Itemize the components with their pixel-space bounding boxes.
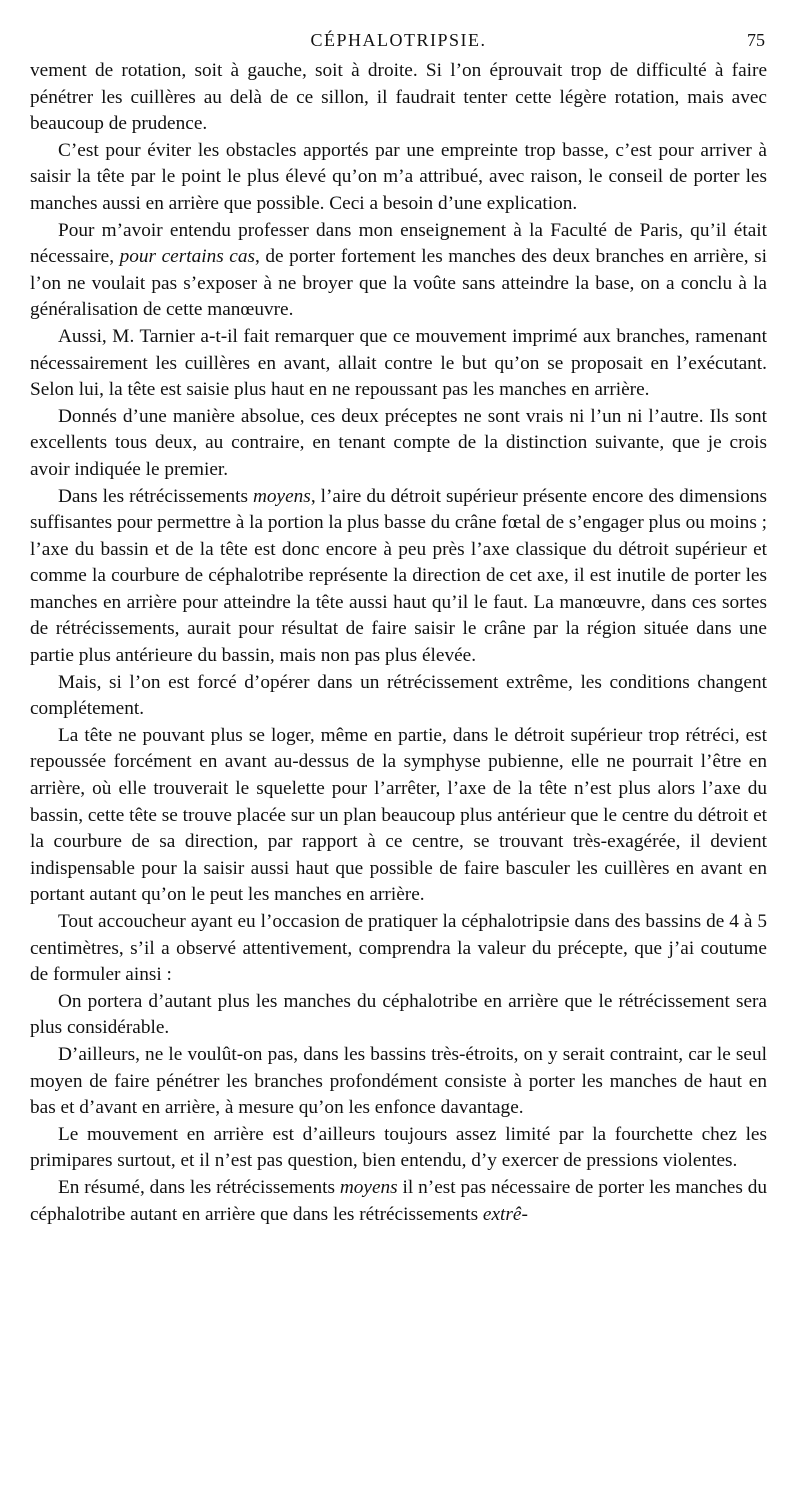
paragraph [30, 989, 767, 1042]
body-text [30, 58, 767, 1228]
text-run: La tête ne pouvant plus se loger, même en partie, dans le détroit supérieur trop rétréci, est repoussée forcément en avant au-dessus de la symphyse pubienne, elle ne pourrait l’être en arrière, où elle trouverait le squelette pour l’arrêter, l’axe de la tête n’est plus alors l’axe du bassin, cette tête se trouve placée sur un plan beaucoup plus antérieur que le centre du détroit et la courbure de sa direction, par rapport à ce centre, se trouvant très-exagérée, il devient indispensable pour la saisir aussi haut que possible de faire basculer les cuillères en avant en portant autant qu’on le peut les manches en arrière. [30, 724, 767, 906]
paragraph [30, 1042, 767, 1122]
text-run: Le mouvement en arrière est d’ailleurs toujours assez limité par la fourchette chez les primipares surtout, et il n’est pas question, bien entendu, d’y exercer de pressions violentes. [30, 1123, 767, 1172]
paragraph [30, 484, 767, 670]
page-header [30, 28, 767, 58]
paragraph [30, 909, 767, 989]
text-run: C’est pour éviter les obstacles apportés par une empreinte trop basse, c’est pour arriver à saisir la tête par le point le plus élevé qu’on m’a attribué, avec raison, le conseil de porter les manches aussi en arrière que possible. Ceci a besoin d’une explication. [30, 139, 767, 214]
text-run: Pour m’avoir entendu professer dans mon enseignement à la Faculté de Paris, qu’il était nécessaire, [30, 219, 767, 268]
italic-text: moyens [252, 485, 311, 507]
paragraph [30, 670, 767, 723]
text-run: D’ailleurs, ne le voulût-on pas, dans les bassins très-étroits, on y serait contraint, car le seul moyen de faire pénétrer les branches profondément consiste à porter les manches de haut en bas et d’avant en arrière, à mesure qu’on les enfonce davantage. [30, 1043, 767, 1119]
book-page [30, 28, 767, 1228]
text-run: , de porter fortement les manches des deux branches en arrière, si l’on ne voulait pas s’exposer à ne broyer que la voûte sans atteindre la base, on a conclu à la généralisation de cette manœuvre. [30, 246, 768, 321]
paragraph [30, 404, 767, 484]
text-run: , l’aire du détroit supérieur présente encore des dimensions suffisantes pour permettre à la portion la plus basse du crâne fœtal de s’engager plus ou moins ; l’axe du bassin et de la tête est donc encore à peu près l’axe classique du détroit supérieur et comme la courbure de céphalotribe représente la direction de cet axe, il est inutile de porter les manches en arrière pour atteindre la tête aussi haut qu’il le faut. La manœuvre, dans ces sortes de rétrécissements, aurait pour résultat de faire saisir le crâne par la région située dans une partie plus antérieure du bassin, mais non pas plus élevée. [30, 485, 768, 667]
running-title: CÉPHALOTRIPSIE. [310, 30, 487, 50]
text-run: On portera d’autant plus les manches du céphalotribe en arrière que le rétrécissement sera plus considérable. [30, 990, 767, 1039]
italic-text: pour certains cas [119, 246, 255, 268]
paragraph [30, 218, 767, 324]
italic-text: extrê- [482, 1203, 528, 1225]
text-run: il n’est pas nécessaire de porter les manches du céphalotribe autant en arrière que dans les rétrécissements [30, 1176, 767, 1225]
text-run: Aussi, M. Tarnier a-t-il fait remarquer que ce mouvement imprimé aux branches, ramenant nécessairement les cuillères en avant, allait contre le but qu’on se proposait en l’exécutant. Selon lui, la tête est saisie plus haut en ne repoussant pas les manches en arrière. [30, 325, 767, 401]
paragraph [30, 1175, 767, 1228]
paragraph [30, 58, 767, 138]
paragraph [30, 138, 767, 218]
paragraph [30, 324, 767, 404]
paragraph [30, 1122, 767, 1175]
text-run: vement de rotation, soit à gauche, soit à droite. Si l’on éprouvait trop de difficulté à faire pénétrer les cuillères au delà de ce sillon, il faudrait tenter cette légère rotation, mais avec beaucoup de prudence. [30, 60, 767, 135]
text-run: Donnés d’une manière absolue, ces deux préceptes ne sont vrais ni l’un ni l’autre. Ils sont excellents tous deux, au contraire, en tenant compte de la distinction suivante, que je crois avoir indiquée le premier. [30, 405, 767, 480]
italic-text: moyens [339, 1176, 398, 1198]
paragraph [30, 723, 767, 909]
text-run: Dans les rétrécissements [58, 485, 253, 507]
text-run: Tout accoucheur ayant eu l’occasion de pratiquer la céphalotripsie dans des bassins de 4 à 5 centimètres, s’il a observé attentivement, comprendra la valeur du précepte, que j’ai coutume de formuler ainsi : [30, 911, 767, 986]
text-run: Mais, si l’on est forcé d’opérer dans un rétrécissement extrême, les conditions changent complétement. [30, 671, 767, 720]
text-run: En résumé, dans les rétrécissements [58, 1176, 340, 1198]
page-number: 75 [747, 30, 765, 50]
